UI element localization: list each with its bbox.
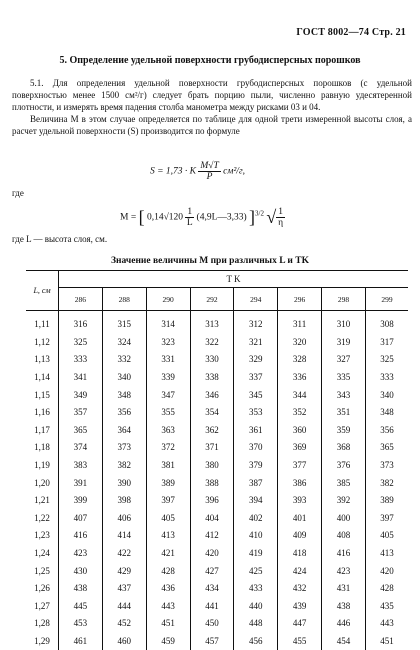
table-cell: 397 xyxy=(146,492,190,510)
table-cell: 344 xyxy=(278,386,322,404)
table-row xyxy=(26,580,408,598)
table-cell: 361 xyxy=(234,422,278,440)
table-cell: 416 xyxy=(59,527,103,545)
table-cell: 312 xyxy=(234,311,278,334)
table-cell: 363 xyxy=(146,422,190,440)
table-cell: 409 xyxy=(278,527,322,545)
row-l-value: 1,22 xyxy=(26,510,59,528)
table-cell: 389 xyxy=(146,474,190,492)
table-cell: 314 xyxy=(146,311,190,334)
table-cell: 402 xyxy=(234,510,278,528)
table-cell: 428 xyxy=(146,562,190,580)
table-cell: 364 xyxy=(102,422,146,440)
table-cell: 354 xyxy=(190,404,234,422)
table-cell: 388 xyxy=(190,474,234,492)
table-cell: 431 xyxy=(322,580,366,598)
section-title: 5. Определение удельной поверхности грубодисперсных порошков xyxy=(0,55,420,66)
table-cell: 328 xyxy=(278,351,322,369)
table-cell: 335 xyxy=(322,369,366,387)
row-l-value: 1,27 xyxy=(26,598,59,616)
row-header-l: L, см xyxy=(26,271,59,311)
table-cell: 315 xyxy=(102,311,146,334)
table-cell: 340 xyxy=(102,369,146,387)
table-cell: 377 xyxy=(278,457,322,475)
table-row xyxy=(26,598,408,616)
formula2-coef: 0,14√120 xyxy=(147,213,183,223)
table-cell: 450 xyxy=(190,615,234,633)
temp-col-header: 288 xyxy=(102,288,146,311)
table-cell: 416 xyxy=(322,545,366,563)
table-cell: 412 xyxy=(190,527,234,545)
table-cell: 365 xyxy=(365,439,408,457)
table-cell: 362 xyxy=(190,422,234,440)
table-row xyxy=(26,457,408,475)
table-cell: 386 xyxy=(278,474,322,492)
table-cell: 438 xyxy=(59,580,103,598)
table-cell: 392 xyxy=(322,492,366,510)
formula2-fraction: $\frac{1}{L}$ xyxy=(185,207,194,228)
table-cell: 413 xyxy=(365,545,408,563)
table-row xyxy=(26,474,408,492)
row-l-value: 1,14 xyxy=(26,369,59,387)
table-cell: 382 xyxy=(365,474,408,492)
table-cell: 359 xyxy=(322,422,366,440)
table-cell: 420 xyxy=(365,562,408,580)
table-cell: 424 xyxy=(278,562,322,580)
table-row xyxy=(26,439,408,457)
table-cell: 319 xyxy=(322,334,366,352)
row-l-value: 1,16 xyxy=(26,404,59,422)
table-cell: 310 xyxy=(322,311,366,334)
table-cell: 429 xyxy=(102,562,146,580)
table-cell: 401 xyxy=(278,510,322,528)
table-cell: 356 xyxy=(102,404,146,422)
table-cell: 376 xyxy=(322,457,366,475)
table-cell: 443 xyxy=(365,615,408,633)
formula2-exponent: 3/2 xyxy=(255,210,264,218)
table-cell: 368 xyxy=(322,439,366,457)
table-cell: 435 xyxy=(365,598,408,616)
table-cell: 440 xyxy=(234,598,278,616)
table-cell: 453 xyxy=(59,615,103,633)
table-cell: 348 xyxy=(102,386,146,404)
row-l-value: 1,24 xyxy=(26,545,59,563)
table-cell: 428 xyxy=(365,580,408,598)
table-cell: 399 xyxy=(59,492,103,510)
formula2-lhs: M = xyxy=(120,213,136,223)
table-cell: 456 xyxy=(234,633,278,650)
table-cell: 441 xyxy=(190,598,234,616)
row-l-value: 1,11 xyxy=(26,311,59,334)
table-cell: 405 xyxy=(365,527,408,545)
table-cell: 338 xyxy=(190,369,234,387)
table-cell: 323 xyxy=(146,334,190,352)
table-cell: 391 xyxy=(59,474,103,492)
table-cell: 372 xyxy=(146,439,190,457)
row-l-value: 1,18 xyxy=(26,439,59,457)
row-l-value: 1,29 xyxy=(26,633,59,650)
row-l-value: 1,25 xyxy=(26,562,59,580)
table-cell: 333 xyxy=(365,369,408,387)
table-row xyxy=(26,351,408,369)
table-cell: 398 xyxy=(102,492,146,510)
formula1-fraction xyxy=(198,161,220,182)
table-cell: 420 xyxy=(190,545,234,563)
table-cell: 408 xyxy=(322,527,366,545)
table-cell: 439 xyxy=(278,598,322,616)
temp-col-header: 292 xyxy=(190,288,234,311)
table-cell: 320 xyxy=(278,334,322,352)
table-cell: 460 xyxy=(102,633,146,650)
table-cell: 356 xyxy=(365,422,408,440)
table-row xyxy=(26,369,408,387)
table-cell: 422 xyxy=(102,545,146,563)
page-header: ГОСТ 8002—74 Стр. 21 xyxy=(296,27,406,38)
table-cell: 345 xyxy=(234,386,278,404)
table-cell: 443 xyxy=(146,598,190,616)
table-cell: 355 xyxy=(146,404,190,422)
row-l-value: 1,26 xyxy=(26,580,59,598)
table-cell: 373 xyxy=(365,457,408,475)
table-row xyxy=(26,422,408,440)
table-cell: 381 xyxy=(146,457,190,475)
table-cell: 438 xyxy=(322,598,366,616)
temp-col-header: 290 xyxy=(146,288,190,311)
table-cell: 394 xyxy=(234,492,278,510)
table-cell: 396 xyxy=(190,492,234,510)
table-cell: 321 xyxy=(234,334,278,352)
table-cell: 454 xyxy=(322,633,366,650)
table-row xyxy=(26,492,408,510)
table-cell: 397 xyxy=(365,510,408,528)
table-cell: 327 xyxy=(322,351,366,369)
table-cell: 351 xyxy=(322,404,366,422)
table-cell: 423 xyxy=(322,562,366,580)
table-cell: 325 xyxy=(365,351,408,369)
row-l-value: 1,20 xyxy=(26,474,59,492)
table-cell: 339 xyxy=(146,369,190,387)
table-cell: 400 xyxy=(322,510,366,528)
table-cell: 329 xyxy=(234,351,278,369)
table-cell: 346 xyxy=(190,386,234,404)
table-row xyxy=(26,545,408,563)
table-cell: 451 xyxy=(146,615,190,633)
table-cell: 333 xyxy=(59,351,103,369)
temp-col-header: 296 xyxy=(278,288,322,311)
table-cell: 410 xyxy=(234,527,278,545)
table-cell: 322 xyxy=(190,334,234,352)
table-cell: 337 xyxy=(234,369,278,387)
table-cell: 316 xyxy=(59,311,103,334)
table-cell: 413 xyxy=(146,527,190,545)
temperature-header-row xyxy=(26,288,408,311)
table-row xyxy=(26,527,408,545)
m-values-table xyxy=(26,270,408,650)
table-cell: 332 xyxy=(102,351,146,369)
table-cell: 448 xyxy=(234,615,278,633)
table-cell: 418 xyxy=(278,545,322,563)
temp-col-header: 286 xyxy=(59,288,103,311)
table-cell: 405 xyxy=(146,510,190,528)
table-cell: 459 xyxy=(146,633,190,650)
table-row xyxy=(26,311,408,334)
table-row xyxy=(26,562,408,580)
formula-specific-surface xyxy=(150,161,245,182)
temp-col-header: 298 xyxy=(322,288,366,311)
table-cell: 404 xyxy=(190,510,234,528)
table-cell: 357 xyxy=(59,404,103,422)
table-cell: 427 xyxy=(190,562,234,580)
formula2-viscosity-fraction: $\frac{1}{\eta}$ xyxy=(276,207,285,228)
table-cell: 437 xyxy=(102,580,146,598)
table-cell: 374 xyxy=(59,439,103,457)
table-cell: 407 xyxy=(59,510,103,528)
formula1-denominator: P xyxy=(198,172,220,182)
table-cell: 343 xyxy=(322,386,366,404)
table-cell: 444 xyxy=(102,598,146,616)
temp-col-header: 294 xyxy=(234,288,278,311)
row-l-value: 1,17 xyxy=(26,422,59,440)
table-cell: 425 xyxy=(234,562,278,580)
table-row xyxy=(26,633,408,650)
table-cell: 385 xyxy=(322,474,366,492)
table-cell: 461 xyxy=(59,633,103,650)
table-cell: 423 xyxy=(59,545,103,563)
table-cell: 360 xyxy=(278,422,322,440)
formula1-lhs: S = 1,73 · K xyxy=(150,167,196,177)
table-cell: 369 xyxy=(278,439,322,457)
table-cell: 365 xyxy=(59,422,103,440)
col-group-temperature: T K xyxy=(59,271,409,288)
table-cell: 389 xyxy=(365,492,408,510)
table-cell: 371 xyxy=(190,439,234,457)
temp-col-header: 299 xyxy=(365,288,408,311)
table-body xyxy=(26,311,408,650)
table-cell: 325 xyxy=(59,334,103,352)
table-row xyxy=(26,386,408,404)
table-cell: 436 xyxy=(146,580,190,598)
table-cell: 382 xyxy=(102,457,146,475)
table-cell: 421 xyxy=(146,545,190,563)
table-cell: 352 xyxy=(278,404,322,422)
row-l-value: 1,12 xyxy=(26,334,59,352)
formula1-numerator: M√T xyxy=(198,161,220,172)
row-l-value: 1,19 xyxy=(26,457,59,475)
table-cell: 447 xyxy=(278,615,322,633)
table-cell: 331 xyxy=(146,351,190,369)
row-l-value: 1,23 xyxy=(26,527,59,545)
table-cell: 433 xyxy=(234,580,278,598)
table-cell: 390 xyxy=(102,474,146,492)
table-cell: 455 xyxy=(278,633,322,650)
table-cell: 434 xyxy=(190,580,234,598)
table-row xyxy=(26,615,408,633)
table-cell: 383 xyxy=(59,457,103,475)
table-cell: 380 xyxy=(190,457,234,475)
table-cell: 313 xyxy=(190,311,234,334)
table-cell: 457 xyxy=(190,633,234,650)
table-cell: 370 xyxy=(234,439,278,457)
table-cell: 430 xyxy=(59,562,103,580)
table-cell: 406 xyxy=(102,510,146,528)
formula2-term: (4,9L—3,33) xyxy=(197,213,247,223)
table-cell: 348 xyxy=(365,404,408,422)
table-cell: 387 xyxy=(234,474,278,492)
row-l-value: 1,13 xyxy=(26,351,59,369)
table-cell: 373 xyxy=(102,439,146,457)
table-cell: 379 xyxy=(234,457,278,475)
table-cell: 414 xyxy=(102,527,146,545)
table-cell: 353 xyxy=(234,404,278,422)
table-cell: 393 xyxy=(278,492,322,510)
table-cell: 419 xyxy=(234,545,278,563)
table-cell: 336 xyxy=(278,369,322,387)
table-cell: 452 xyxy=(102,615,146,633)
row-l-value: 1,28 xyxy=(26,615,59,633)
table-cell: 317 xyxy=(365,334,408,352)
table-row xyxy=(26,510,408,528)
table-cell: 341 xyxy=(59,369,103,387)
where-label: где xyxy=(12,188,24,198)
table-row xyxy=(26,334,408,352)
table-cell: 349 xyxy=(59,386,103,404)
table-cell: 308 xyxy=(365,311,408,334)
formula1-unit: см²/г, xyxy=(223,167,245,177)
row-l-value: 1,21 xyxy=(26,492,59,510)
formula-m: M = [ 0,14√120 $\frac{1}{L}$ (4,9L—3,33) ]$^{3/2}$ √ $\frac{1}{\eta}$ xyxy=(120,207,285,228)
where-l-definition: где L — высота слоя, см. xyxy=(12,234,107,244)
table-cell: 311 xyxy=(278,311,322,334)
row-l-value: 1,15 xyxy=(26,386,59,404)
table-cell: 445 xyxy=(59,598,103,616)
table-cell: 340 xyxy=(365,386,408,404)
paragraph-m-value: Величина M в этом случае определяется по таблице для одной трети измеренной высоты слоя, а расчет удельной поверхности (S) производится по формуле xyxy=(12,113,412,137)
table-cell: 347 xyxy=(146,386,190,404)
table-cell: 446 xyxy=(322,615,366,633)
table-cell: 330 xyxy=(190,351,234,369)
table-row xyxy=(26,404,408,422)
table-cell: 451 xyxy=(365,633,408,650)
table-title: Значение величины M при различных L и TK xyxy=(0,256,420,266)
paragraph-5-1: 5.1. Для определения удельной поверхности грубодисперсных порошков (с удельной поверхностью менее 1500 см²/г) следует брать порцию пыли, численно равную удесятеренной плотности, и измерять время падения столба манометра между рисками 03 и 04. xyxy=(12,77,412,113)
table-cell: 324 xyxy=(102,334,146,352)
table-cell: 432 xyxy=(278,580,322,598)
